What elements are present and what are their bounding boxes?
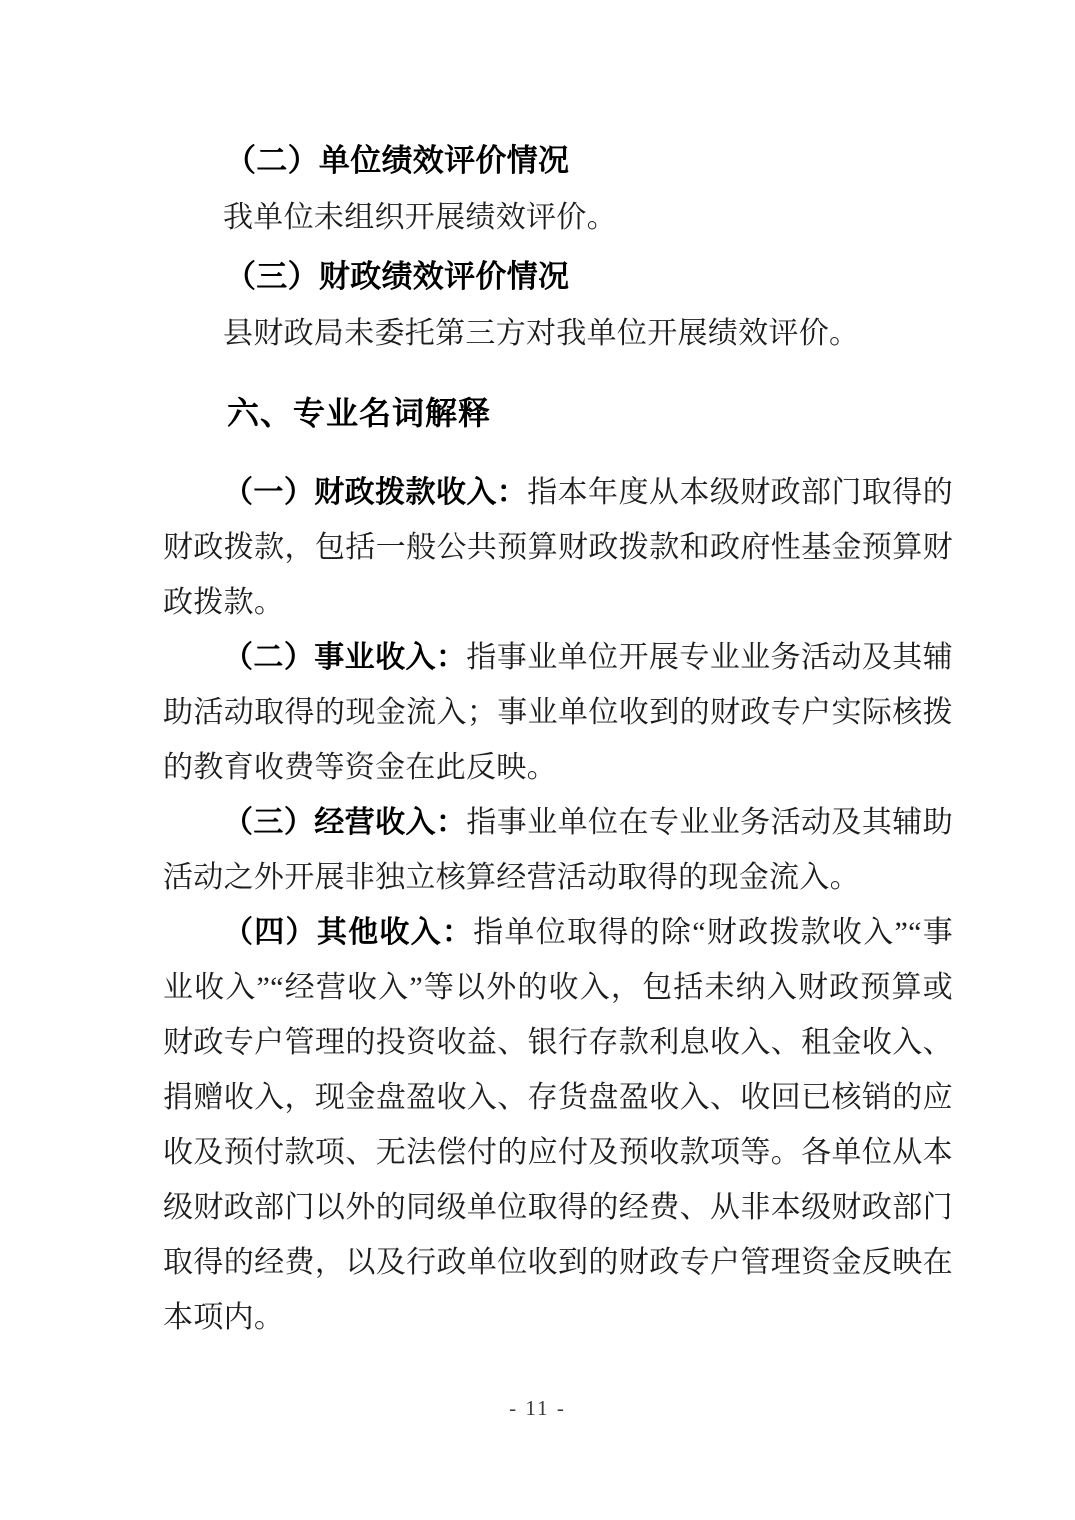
term-other-income bbox=[163, 905, 953, 1345]
term-institutional-income-body: 指事业单位开展专业业务活动及其辅助活动取得的现金流入；事业单位收到的财政专户实际核拨的教育收费等资金在此反映。 bbox=[163, 641, 953, 784]
paragraph-finance-performance-evaluation: 县财政局未委托第三方对我单位开展绩效评价。 bbox=[223, 317, 860, 350]
terminology-paragraphs bbox=[163, 465, 953, 1345]
term-operating-income bbox=[163, 795, 953, 905]
term-fiscal-appropriation-income-body: 指本年度从本级财政部门取得的财政拨款，包括一般公共预算财政拨款和政府性基金预算财政拨款。 bbox=[163, 476, 953, 619]
term-other-income-lead: （四）其他收入： bbox=[223, 916, 474, 949]
term-fiscal-appropriation-income-lead: （一）财政拨款收入： bbox=[223, 476, 528, 509]
paragraph-unit-performance-evaluation: 我单位未组织开展绩效评价。 bbox=[223, 201, 617, 234]
heading-unit-performance-evaluation: （二）单位绩效评价情况 bbox=[225, 143, 570, 178]
term-operating-income-lead: （三）经营收入： bbox=[223, 806, 467, 839]
term-institutional-income-lead: （二）事业收入： bbox=[223, 641, 467, 674]
section-heading-terminology: 六、专业名词解释 bbox=[227, 395, 492, 431]
term-other-income-body: 指单位取得的除“财政拨款收入”“事业收入”“经营收入”等以外的收入，包括未纳入财政预算或财政专户管理的投资收益、银行存款利息收入、租金收入、捐赠收入，现金盘盈收入、存货盘盈收入、收回已核销的应收及预付款项、无法偿付的应付及预收款项等。各单位从本级财政部门以外的同级单位取得的经费、从非本级财政部门取得的经费，以及行政单位收到的财政专户管理资金反映在本项内。 bbox=[163, 916, 954, 1334]
term-operating-income-body: 指事业单位在专业业务活动及其辅助活动之外开展非独立核算经营活动取得的现金流入。 bbox=[163, 806, 953, 894]
heading-finance-performance-evaluation: （三）财政绩效评价情况 bbox=[225, 259, 570, 294]
page-number: - 11 - bbox=[509, 1396, 566, 1420]
term-institutional-income bbox=[163, 630, 953, 795]
term-fiscal-appropriation-income bbox=[163, 465, 953, 630]
